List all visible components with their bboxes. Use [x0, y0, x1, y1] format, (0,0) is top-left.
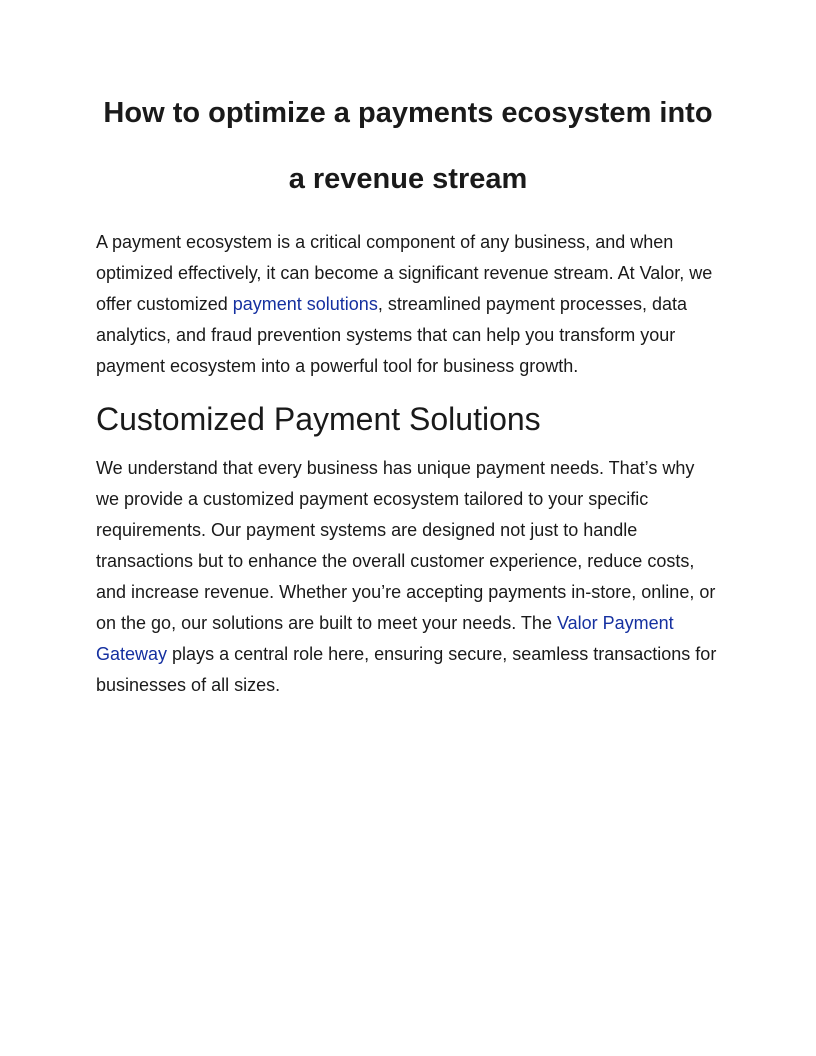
page-title-line-1: How to optimize a payments ecosystem into — [103, 97, 713, 129]
intro-text-end: , streamlined payment processes, data analytics, and fraud prevention systems that can help you transform your payment ecosystem into a powerful tool for business growth. — [96, 294, 687, 376]
intro-text-start: A payment ecosystem is a critical component of any business, and when optimized effectively, it can become a significant revenue stream. At Valor, we offer customized — [96, 232, 713, 314]
page-title — [96, 80, 720, 212]
payment-solutions-link[interactable]: payment solutions — [232, 294, 378, 314]
intro-paragraph — [96, 227, 720, 382]
section-heading: Customized Payment Solutions — [96, 401, 541, 437]
section-text-start: We understand that every business has unique payment needs. That’s why we provide a customized payment ecosystem tailored to your specific requirements. Our payment systems are designed not just to handle transactions but to enhance the overall customer experience, reduce costs, and increase revenue. Whether you’re accepting payments in-store, online, or on the go, our solutions are built to meet your needs. The — [96, 458, 716, 633]
page-title-line-2: a revenue stream — [288, 163, 528, 195]
section-text-end: plays a central role here, ensuring secure, seamless transactions for businesses of all sizes. — [96, 644, 717, 695]
document-page — [96, 80, 720, 701]
valor-payment-gateway-link[interactable]: Valor Payment Gateway — [96, 613, 674, 664]
section-paragraph — [96, 453, 720, 701]
